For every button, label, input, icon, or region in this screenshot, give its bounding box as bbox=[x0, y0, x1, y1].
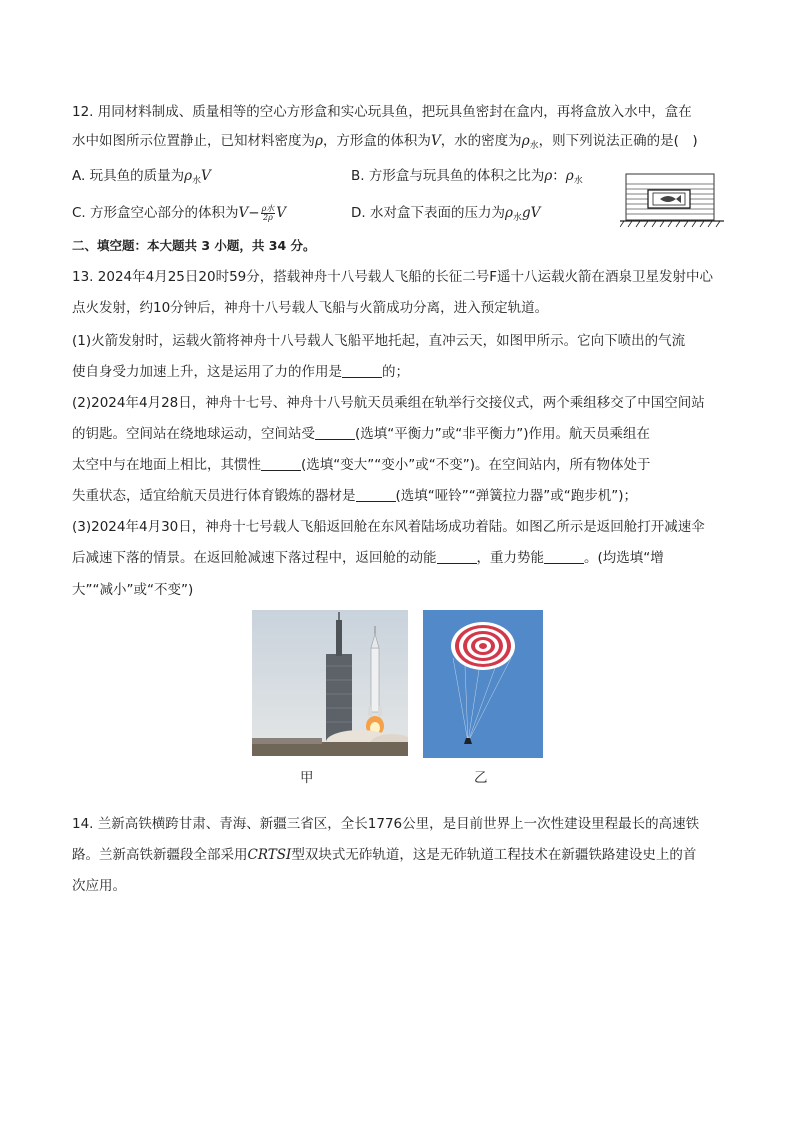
q14-text: 14. 兰新高铁横跨甘肃、青海、新疆三省区，全长1776公里，是目前世界上一次性建设里程最长的高速铁 bbox=[72, 816, 700, 832]
volume-symbol: V bbox=[530, 205, 541, 221]
q13-text: (2)2024年4月28日，神舟十七号、神舟十八号航天员乘组在轨举行交接仪式，两个乘组移交了中国空间站 bbox=[72, 395, 705, 411]
q13-text: 的； bbox=[382, 364, 409, 380]
q14-text: 次应用。 bbox=[72, 878, 126, 894]
option-c-label: C. 方形盒空心部分的体积为 bbox=[72, 205, 239, 221]
rho-water-subscript: 水 bbox=[192, 176, 202, 186]
q13-text: 后减速下落的情景。在返回舱减速下落过程中，返回舱的动能 bbox=[72, 550, 437, 566]
q13-text: 点火发射，约10分钟后，神舟十八号载人飞船与火箭成功分离，进入预定轨道。 bbox=[72, 300, 549, 316]
q12-option-b bbox=[351, 166, 583, 191]
caption-jia bbox=[300, 766, 314, 786]
caption-jia-text: 甲 bbox=[300, 770, 314, 786]
fraction-numerator: ρ水 bbox=[261, 203, 275, 213]
option-d-label: D. 水对盒下表面的压力为 bbox=[351, 205, 505, 221]
q12-stem-text: ，水的密度为 bbox=[440, 133, 522, 149]
q12-stem-text: ，方形盒的体积为 bbox=[322, 133, 431, 149]
q13-text: (选填“平衡力”或“非平衡力”)作用。航天员乘组在 bbox=[355, 426, 651, 442]
answer-blank[interactable] bbox=[342, 363, 382, 378]
rho-symbol: ρ bbox=[544, 168, 553, 184]
option-b-label: B. 方形盒与玩具鱼的体积之比为 bbox=[351, 168, 545, 184]
q12-stem-line-1 bbox=[72, 102, 692, 122]
crtsi-term: CRTSI bbox=[247, 847, 292, 863]
q13-text: 大”“减小”或“不变”) bbox=[72, 582, 194, 598]
answer-blank[interactable] bbox=[315, 425, 355, 440]
q14-text: 型双块式无砟轨道，这是无砟轨道工程技术在新疆铁路建设史上的首 bbox=[291, 847, 697, 863]
q13-text: 。(均选填“增 bbox=[584, 550, 664, 566]
section-title bbox=[72, 236, 316, 256]
q12-stem-text: 12. 用同材料制成、质量相等的空心方形盒和实心玩具鱼，把玩具鱼密封在盒内，再将盒放入水中，盒在 bbox=[72, 104, 692, 120]
q13-text: ，重力势能 bbox=[476, 550, 544, 566]
gravity-symbol: g bbox=[521, 205, 531, 221]
volume-symbol: V bbox=[238, 205, 249, 221]
rho-water-subscript: 水 bbox=[529, 141, 539, 151]
q12-stem-text: 水中如图所示位置静止，已知材料密度为 bbox=[72, 133, 315, 149]
q13-line bbox=[72, 580, 193, 600]
q14-line bbox=[72, 876, 126, 896]
rho-water-symbol: ρ bbox=[565, 168, 574, 184]
fraction bbox=[261, 205, 276, 222]
rho-water-symbol: ρ bbox=[521, 133, 530, 149]
q13-text: 13. 2024年4月25日20时59分，搭载神舟十八号载人飞船的长征二号F遥十八运载火箭在酒泉卫星发射中心 bbox=[72, 269, 714, 285]
q13-line bbox=[72, 486, 637, 506]
answer-blank[interactable] bbox=[544, 549, 584, 564]
volume-symbol: V bbox=[430, 133, 441, 149]
q13-text: (选填“变大”“变小”或“不变”)。在空间站内，所有物体处于 bbox=[301, 457, 651, 473]
volume-symbol: V bbox=[276, 205, 287, 221]
q13-text: (3)2024年4月30日，神舟十七号载人飞船返回舱在东风着陆场成功着陆。如图乙所示是返回舱打开减速伞 bbox=[72, 519, 705, 535]
q13-text: 失重状态，适宜给航天员进行体育锻炼的器材是 bbox=[72, 488, 356, 504]
q13-text: (1)火箭发射时，运载火箭将神舟十八号载人飞船平地托起，直冲云天，如图甲所示。它向下喷出的气流 bbox=[72, 333, 686, 349]
answer-blank[interactable] bbox=[356, 487, 396, 502]
q13-text: 太空中与在地面上相比，其惯性 bbox=[72, 457, 261, 473]
q12-stem-line-2 bbox=[72, 131, 698, 156]
q13-text: 的钥匙。空间站在绕地球运动，空间站受 bbox=[72, 426, 315, 442]
q12-box-in-water-figure bbox=[620, 170, 724, 228]
q13-line bbox=[72, 455, 651, 475]
rocket-launch-photo bbox=[252, 610, 408, 756]
fraction-denominator: 2ρ bbox=[263, 212, 273, 222]
q14-line bbox=[72, 814, 699, 834]
rho-symbol: ρ bbox=[504, 205, 513, 221]
caption-yi-text: 乙 bbox=[474, 770, 488, 786]
rho-symbol: ρ bbox=[315, 133, 323, 149]
q12-option-d bbox=[351, 203, 540, 228]
rho-water-subscript: 水 bbox=[512, 213, 522, 223]
q13-text: 使自身受力加速上升，这是运用了力的作用是 bbox=[72, 364, 342, 380]
q13-line bbox=[72, 362, 409, 382]
option-a-label: A. 玩具鱼的质量为 bbox=[72, 168, 185, 184]
q12-option-a bbox=[72, 166, 211, 191]
q13-line bbox=[72, 267, 713, 287]
q13-line bbox=[72, 393, 705, 413]
answer-blank[interactable] bbox=[437, 549, 477, 564]
q13-line bbox=[72, 298, 548, 318]
q12-option-c: C. 方形盒空心部分的体积为V− $\frac{\text{ρ水}}{2\rho}$ V bbox=[72, 203, 287, 222]
volume-symbol: V bbox=[201, 168, 211, 184]
section-title-text: 二、填空题：本大题共 3 小题，共 34 分。 bbox=[72, 238, 316, 253]
parachute-descent-photo bbox=[423, 610, 543, 758]
q13-text: (选填“哑铃”“弹簧拉力器”或“跑步机”)； bbox=[395, 488, 637, 504]
ratio-colon: ： bbox=[552, 168, 566, 184]
q12-stem-text: ，则下列说法正确的是( ) bbox=[538, 133, 698, 149]
rho-water-subscript: 水 bbox=[573, 176, 583, 186]
rho-symbol: ρ bbox=[184, 168, 193, 184]
answer-blank[interactable] bbox=[261, 456, 301, 471]
q13-line bbox=[72, 517, 705, 537]
q13-line bbox=[72, 548, 664, 568]
q14-line bbox=[72, 845, 696, 865]
q13-line bbox=[72, 331, 685, 351]
q13-line bbox=[72, 424, 650, 444]
q14-text: 路。兰新高铁新疆段全部采用 bbox=[72, 847, 248, 863]
caption-yi bbox=[474, 766, 488, 786]
